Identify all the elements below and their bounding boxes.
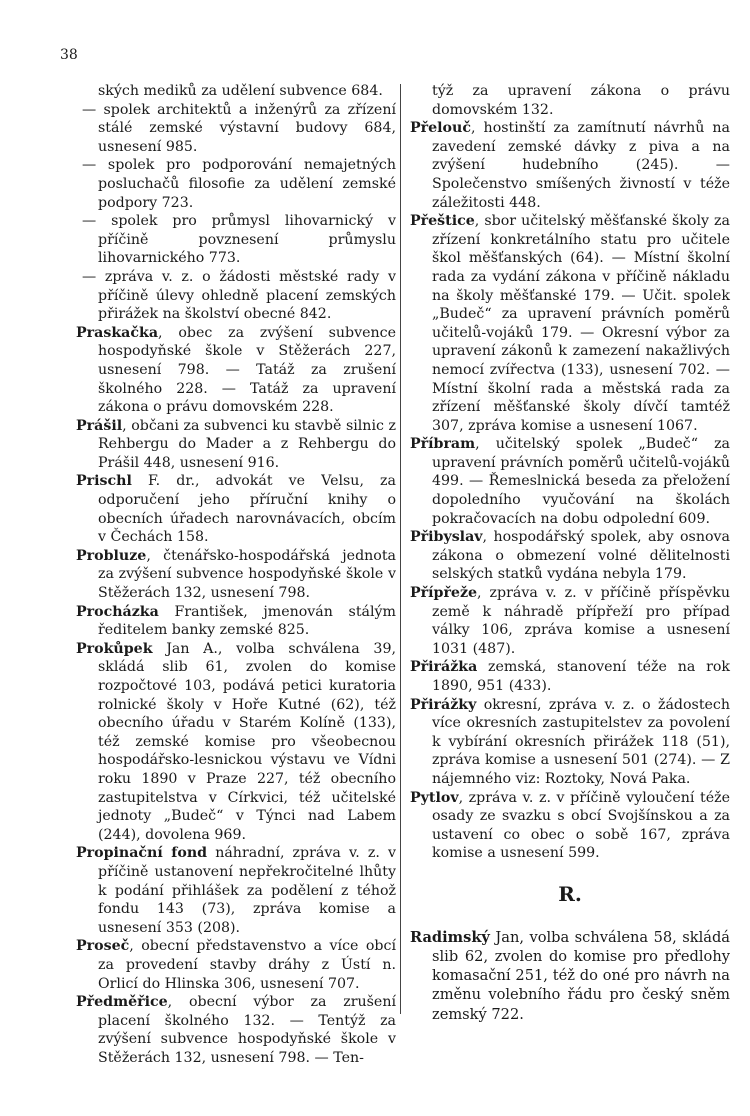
entry-text: , učitelský spolek „Budeč“ za upravení právních poměrů učitelů-vojáků 499. — Řemeslnická beseda za přeložení dopoledního vyučování na školách pokračovacích na dobu odpolední 609. — [432, 436, 730, 527]
entry-text: , obecní výbor za zrušení placení školného 132. — Tentýž za zvýšení subvence hospodyňské škole v Stěžerách 132, usnesení 798. — Ten- — [98, 994, 396, 1066]
entry-headword: Příbram — [410, 436, 476, 453]
section-letter: R. — [558, 881, 582, 906]
index-entry — [76, 603, 396, 640]
entry-text: Jan, volba schválena 58, skládá slib 62, zvolen do komise pro předlohy komasační 251, též do oné pro návrh na změnu volebního řádu pro český sněm zemský 722. — [432, 928, 730, 1023]
index-entry — [410, 584, 730, 658]
index-entry — [410, 789, 730, 863]
entry-headword: Probluze — [76, 547, 147, 564]
entry-headword: Přirážky — [410, 696, 477, 713]
entry-text: Jan A., volba schválena 39, skládá slib 61, zvolen do komise rozpočtové 103, podává petici kuratoria rolnické školy v Hoře Kutné (62), též obecního úřadu v Starém Kolíně (133), též zemské komise pro všeobecnou hospodářsko-lesnickou výstavu ve Vídni roku 1890 v Praze 227, též obecního zastupitelstva v Církvici, též učitelské jednoty „Budeč“ v Týnci nad Labem (244), dovolena 969. — [98, 640, 396, 843]
entry-headword: Proseč — [76, 938, 130, 955]
page-number: 38 — [60, 47, 78, 63]
entry-text: , hostinští za zamítnutí návrhů na zavedení zemské dávky z piva a na zvýšení hudebního (245). — Společenstvo smíšených živností v téže záležitosti 448. — [432, 120, 730, 211]
index-entry — [76, 844, 396, 937]
entry-headword: Předměřice — [76, 994, 168, 1011]
entry-text: F. dr., advokát ve Velsu, za odporučení jeho příruční knihy o obecních úřadech narovnávacích, obcím v Čechách 158. — [98, 473, 396, 546]
index-entry — [76, 472, 396, 546]
entry-text: , zpráva v. z. v příčině vyloučení téže osady ze svazku s obcí Svojšínskou a za ustavení co obec o sobě 167, zpráva komise a usnesení 599. — [432, 789, 730, 862]
index-entry — [410, 696, 730, 789]
entry-text: ských mediků za udělení subvence 684. — [98, 83, 383, 99]
index-entry — [410, 119, 730, 212]
index-entry — [76, 212, 396, 268]
index-entry — [76, 640, 396, 845]
index-entry — [76, 156, 396, 212]
entry-text: — zpráva v. z. o žádosti městské rady v příčině úlevy ohledně placení zemských přirážek na školství obecné 842. — [82, 268, 396, 323]
entry-text: , obecní představenstvo a více obcí za provedení stavby dráhy z Ústí n. Orlicí do Hlinska 306, usnesení 707. — [98, 938, 396, 992]
index-entry — [410, 435, 730, 528]
entry-headword: Prokůpek — [76, 640, 153, 657]
entry-headword: Přípřeže — [410, 585, 478, 602]
entry-text: — spolek architektů a inženýrů za zřízení stálé zemské výstavní budovy 684, usnesení 985. — [82, 101, 396, 155]
entry-headword: Přirážka — [410, 659, 478, 676]
index-entry — [76, 417, 396, 473]
entry-text: náhradní, zpráva v. z. v příčině ustanovení nepřekročitelné lhůty k podání přihlášek za podělení z téhož fondu 143 (73), zpráva komise a usnesení 353 (208). — [98, 845, 396, 936]
entry-headword: Propinační fond — [76, 845, 208, 862]
entry-headword: Pytlov — [410, 789, 459, 806]
index-entry — [76, 268, 396, 324]
entry-headword: Přeštice — [410, 213, 475, 230]
entry-headword: Procházka — [76, 603, 159, 620]
entry-text: okresní, zpráva v. z. o žádostech více okresních zastupitelstev za povolení k vybírání okresních přirážek 118 (51), zpráva komise a usnesení 501 (274). — Z nájemného viz: Roztoky, Nová Paka. — [432, 696, 730, 787]
entry-headword: Prischl — [76, 473, 132, 490]
entry-headword: Prášil — [76, 417, 123, 434]
entry-text: , obec za zvýšení subvence hospodyňské škole v Stěžerách 227, usnesení 798. — Tatáž za zrušení školného 228. — Tatáž za upravení zákona o právu domovském 228. — [98, 324, 396, 416]
right-column — [410, 82, 730, 1024]
index-entry — [410, 212, 730, 435]
entry-text: , občani za subvenci ku stavbě silnic z Rehbergu do Mader a z Rehbergu do Prášil 448, usnesení 916. — [98, 417, 396, 471]
entry-text: — spolek pro průmysl lihovarnický v příčině povznesení průmyslu lihovarnického 773. — [82, 213, 396, 267]
entry-text: týž za upravení zákona o právu domovském 132. — [432, 83, 730, 118]
entry-text: , zpráva v. z. v příčině příspěvku země k náhradě přípřeží pro případ války 106, zpráva komise a usnesení 1031 (487). — [432, 585, 730, 657]
index-entry — [76, 82, 396, 101]
left-column — [76, 82, 396, 1067]
entry-text: zemská, stanovení téže na rok 1890, 951 (433). — [432, 659, 730, 694]
entry-headword: Přibyslav — [410, 529, 483, 546]
entry-text: , sbor učitelský měšťanské školy za zřízení konkretálního statu pro učitele škol měšťanských (64). — Místní školní rada za vydání zákona v příčině nákladu na školy měšťanské 179. — Učit. spolek „Budeč“ za upravení právních poměrů učitelů-vojáků 179. — Okresní výbor za upravení zákonů k zamezení nakažlivých nemocí zvířectva (133), usnesení 702. — Místní školní rada a městská rada za zřízení měšťanské školy dívčí tamtéž 307, zpráva komise a usnesení 1067. — [432, 213, 730, 434]
index-entry — [410, 658, 730, 695]
index-entry — [76, 993, 396, 1067]
entry-text: — spolek pro podporování nemajetných posluchačů filosofie za udělení zemské podpory 723. — [82, 157, 396, 211]
index-entry — [410, 928, 730, 1024]
index-entry — [76, 937, 396, 993]
entry-text: František, jmenován stálým ředitelem banky zemské 825. — [98, 603, 396, 639]
index-entry — [76, 547, 396, 603]
index-entry — [410, 82, 730, 119]
entry-headword: Radimský — [410, 928, 490, 946]
entry-headword: Přelouč — [410, 120, 471, 137]
index-entry — [76, 324, 396, 417]
index-entry — [76, 101, 396, 157]
entry-text: , hospodářský spolek, aby osnova zákona o obmezení volné dělitelnosti selských statků vydána nebyla 179. — [432, 529, 730, 583]
column-divider — [400, 84, 401, 1014]
entry-text: , čtenářsko-hospodářská jednota za zvýšení subvence hospodyňské škole v Stěžerách 132, usnesení 798. — [98, 547, 396, 602]
index-entry — [410, 528, 730, 584]
entry-headword: Praskačka — [76, 324, 159, 341]
